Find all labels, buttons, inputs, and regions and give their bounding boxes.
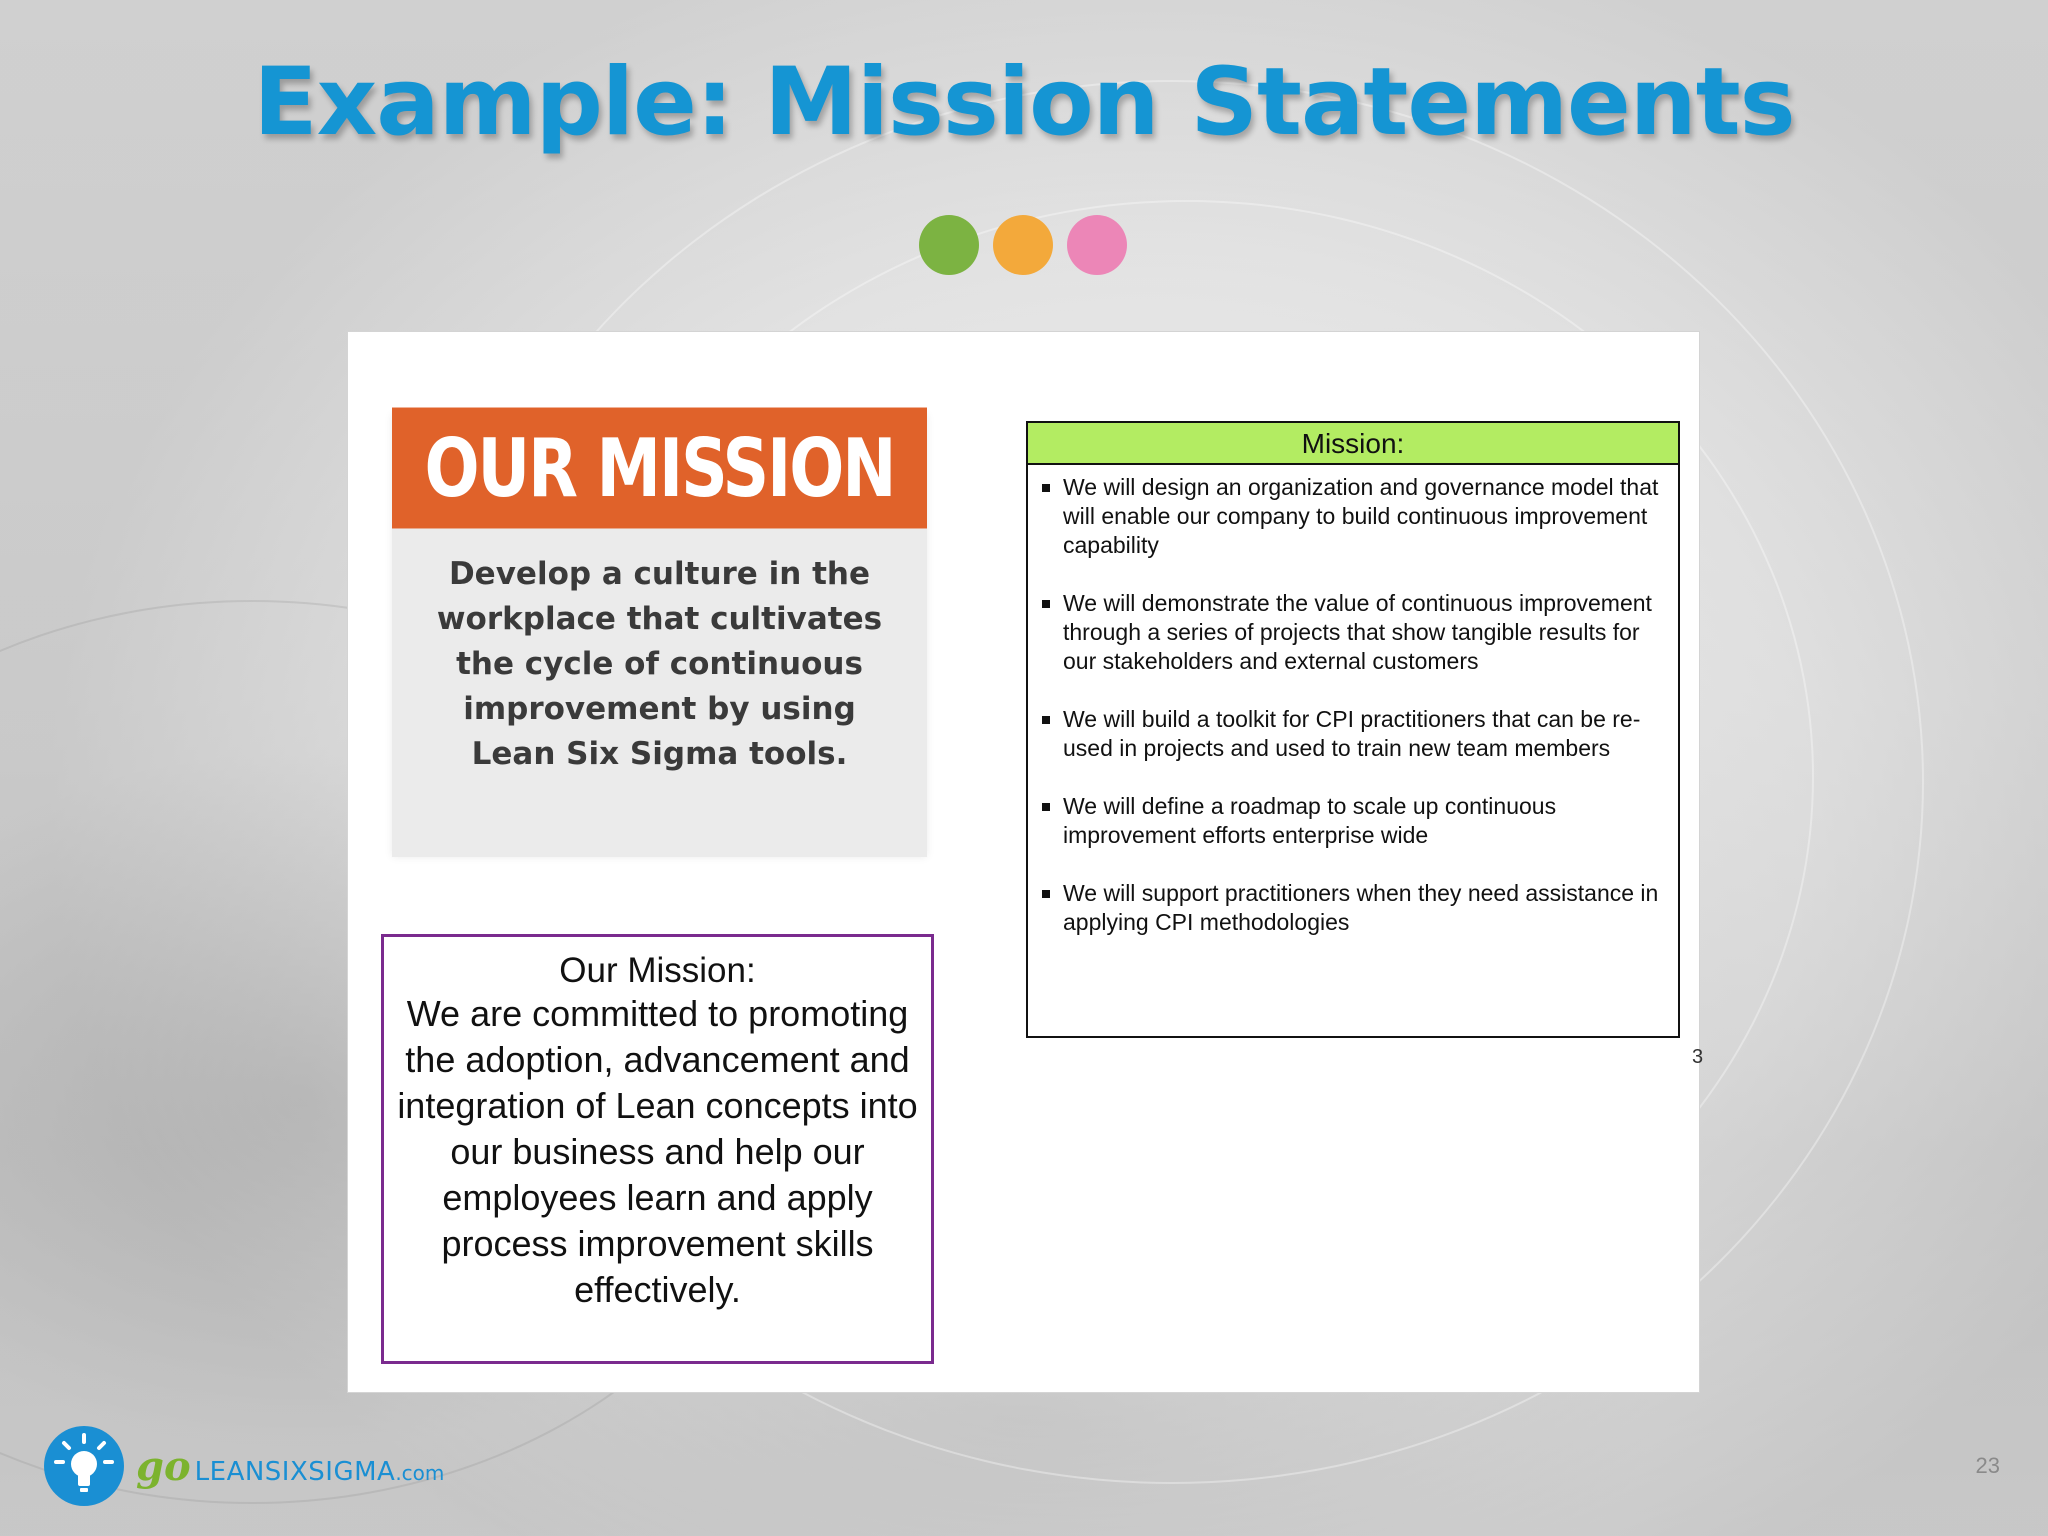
lightbulb-icon [44, 1426, 124, 1506]
committed-mission-card [381, 934, 934, 1364]
bullet-icon [1042, 890, 1050, 898]
mission-bullet-item [1038, 879, 1670, 937]
committed-mission-heading: Our Mission: [559, 951, 756, 990]
page-number: 23 [1975, 1453, 2000, 1478]
bullet-icon [1042, 484, 1050, 492]
slide-title: Example: Mission Statements [253, 48, 1795, 157]
mission-bullets [1028, 465, 1678, 937]
mission-bullet-text: We will support practitioners when they need assistance in applying CPI methodologies [1063, 880, 1659, 935]
mission-bullet-item [1038, 473, 1670, 560]
mission-bullet-text: We will build a toolkit for CPI practitioners that can be re-used in projects and used to train new team members [1063, 706, 1641, 761]
bullet-icon [1042, 803, 1050, 811]
green-dot [919, 215, 979, 275]
mission-bullet-item [1038, 705, 1670, 763]
our-mission-heading: OUR MISSION [392, 408, 927, 529]
bullet-icon [1042, 600, 1050, 608]
mission-bullet-text: We will define a roadmap to scale up continuous improvement efforts enterprise wide [1063, 793, 1557, 848]
logo-go: go [136, 1442, 191, 1490]
mission-list-heading: Mission: [1028, 423, 1678, 465]
bullet-icon [1042, 716, 1050, 724]
logo-wordmark [136, 1443, 444, 1490]
pink-dot [1067, 215, 1127, 275]
mission-list-box [1026, 421, 1680, 1038]
orange-dot [993, 215, 1053, 275]
our-mission-text: Develop a culture in the workplace that cultivates the cycle of continuous improvement by using Lean Six Sigma tools. [436, 556, 883, 772]
mission-bullet-text: We will demonstrate the value of continuous improvement through a series of projects that show tangible results for our stakeholders and external customers [1063, 590, 1652, 674]
committed-mission-text: We are committed to promoting the adoption, advancement and integration of Lean concepts into our business and help our employees learn and apply process improvement skills effectively. [397, 993, 918, 1310]
mission-bullet-item [1038, 792, 1670, 850]
logo-suffix: .com [395, 1460, 445, 1485]
brand-logo [44, 1426, 444, 1506]
stray-mark: 3 [1692, 1046, 1704, 1068]
logo-brand: LEANSIXSIGMA [194, 1456, 396, 1487]
mission-bullet-text: We will design an organization and governance model that will enable our company to build continuous improvement capability [1063, 474, 1659, 558]
our-mission-card [392, 414, 927, 857]
mission-bullet-item [1038, 589, 1670, 676]
decorative-dots [919, 215, 1127, 275]
